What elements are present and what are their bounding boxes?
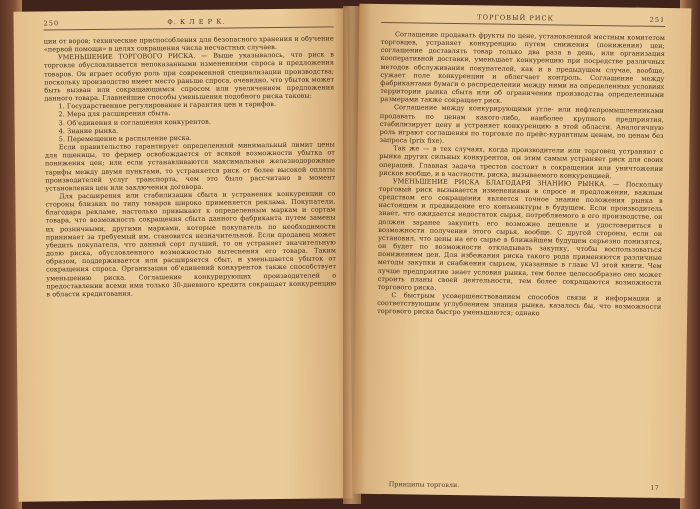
paragraph: Соглашение между конкурирующими угле- или нефтепромышленниками продавать по ценам какого-либо, наиболее крупного предприятия, стабилизирует цену и устраняет конкуренцию в этой области. Аналогичную роль играют соглашения по торговле по прейс-курантным ценам, по ценам без запроса (prix fixe). — [379, 103, 665, 145]
right-page-footer — [375, 480, 659, 492]
paragraph: Если правительство гарантирует определенный минимальный лимит цены для пшеницы, то фермер освобождается от всякой возможности убытка от понижения цен; или если устанавливаются максимальные железнодорожные тарифы между двумя пунктами, то устраняется риск от более высокой оплаты производителей услуг транспорта, чем это было рассчитано в момент установления цен или заключения договора. — [44, 140, 336, 193]
left-running-head: Ф. К Л Е Р К. — [167, 17, 226, 27]
right-page-body — [377, 30, 665, 319]
list-item: 5. Перемещение и распыление риска. — [58, 133, 192, 144]
paragraph: Соглашение продавать фрукты по цене, установленной местным комитетом торговцев, устраняет конкуренцию путем снижения (понижения) цен; соглашение доставлять товар только два раза в день, или организация кооперативной доставки, уменьшает конкуренцию при посредстве различных методов обслуживания покупателей, как и в предыдущем случае, вообще, сужает поле конкуренции и облегчает контроль. Соглашение между фабрикантами бумаги о распределении между ними на определенных условиях территории рынка сбыта или об ограничении производства определенными размерами также сокращает риск. — [380, 30, 666, 105]
right-page-header — [381, 12, 665, 27]
paragraph: Так же — в тех случаях, когда производители или торговец устраняют с рынка других сильных конкурентов, он этим самым устраняет риск для своих операций. Главная задача трестов состоит в сокращении или уничтожении рисков вообще, и в частности, риска, вызываемого конкуренцией. — [379, 144, 664, 180]
paragraph: С быстрым усовершенствованием способов связи и информации и соответствующим углублением знания рынка, казалось бы, что возможности торгового риска быстро уменьшаются; однако — [377, 291, 662, 318]
paragraph: Для расширения или стабилизации сбыта и устранения конкуренции со стороны близких по типу товаров широко применяется реклама. Покупатели, благодаря рекламе, настолько привыкают к определенным маркам и сортам товара, что возможность сокращения сбыта данного фабриканта путем замены их розничными, другими марками, которые покупатель по необходимости принимает за требуемый им, становится незначительной. Если продавец может убедить покупателя, что данный сорт лучший, то он устраняет значительную долю риска, обусловленного возможностью вытеснения его товара. Таким образом, поддерживается или расширяется сбыт, и уменьшается убыток от сокращения спроса. Организация об'единений конкурентов также способствует уменьшению риска. Соглашение конкурирующих производителей о предоставлении всеми ими только 30-дневного кредита сокращает конкуренцию в области кредитования. — [45, 189, 337, 299]
left-page — [13, 8, 352, 501]
left-page-body — [44, 34, 337, 298]
right-page-number: 251 — [649, 15, 666, 24]
paragraph: ции от воров; технические приспособления для безопасного хранения и обучение «первой помощи» в целях сокращения числа несчастных случаев. — [43, 34, 334, 54]
right-page — [353, 4, 692, 499]
section-heading-paragraph: УМЕНЬШЕНИЕ РИСКА БЛАГОДАРЯ ЗНАНИЮ РЫНКА. — Поскольку торговый риск вызывается изменениями в спросе и предложении, важным средством его сокращения является точное знание положения рынка в настоящем и предвидение его конъюнктуры в будущем. Если производитель знает, что ожидается недостаток сырья, потребляемого в его производстве, он должен заранее закупить его возможно дешевле и удостовериться в возможности получения этого сырья, вообще. С другой стороны, если он установил, что цены на его сырье в ближайшем будущем серьезно понизятся, он будет по возможности откладывать закупку, чтобы воспользоваться понижением цен. Для избежания риска такого рода применяются различные методы закупки и снабжения сырьем, указанные в главе VI этой книги. Чем лучше предприятие знает условия рынка, тем более целесообразно оно может строить планы своей деятельности, тем более сокращаются возможности торгового риска. — [377, 177, 663, 292]
right-running-head: ТОРГОВЫЙ РИСК — [477, 13, 554, 23]
list-item: 3. Об'единения и соглашения конкурентов. — [58, 117, 211, 127]
list-item: 1. Государственное регулирование и гарантия цен и тарифов. — [58, 100, 277, 111]
list-item: 2. Мера для расширения сбыта. — [58, 109, 171, 119]
left-page-header — [44, 16, 334, 30]
footer-signature: Принципы торговли. — [388, 480, 460, 490]
section-heading-paragraph: УМЕНЬШЕНИЕ ТОРГОВОГО РИСКА. — Выше указывалось, что риск в торговле обусловливается непоказанными изменениями спроса и предложения товаров. Он играет особую роль при современной специализации производства; поскольку производство имеет место раньше спроса, очевидно, что убыток может быть вызван или сокращающимся спросом или увеличением предложения данного товара. Главнейшие способы уменьшения подобного риска таковы: — [43, 50, 335, 103]
list-item: 4. Знание рынка. — [58, 126, 119, 136]
left-page-number: 250 — [43, 19, 60, 28]
footer-sheet-number: 17 — [650, 483, 659, 492]
